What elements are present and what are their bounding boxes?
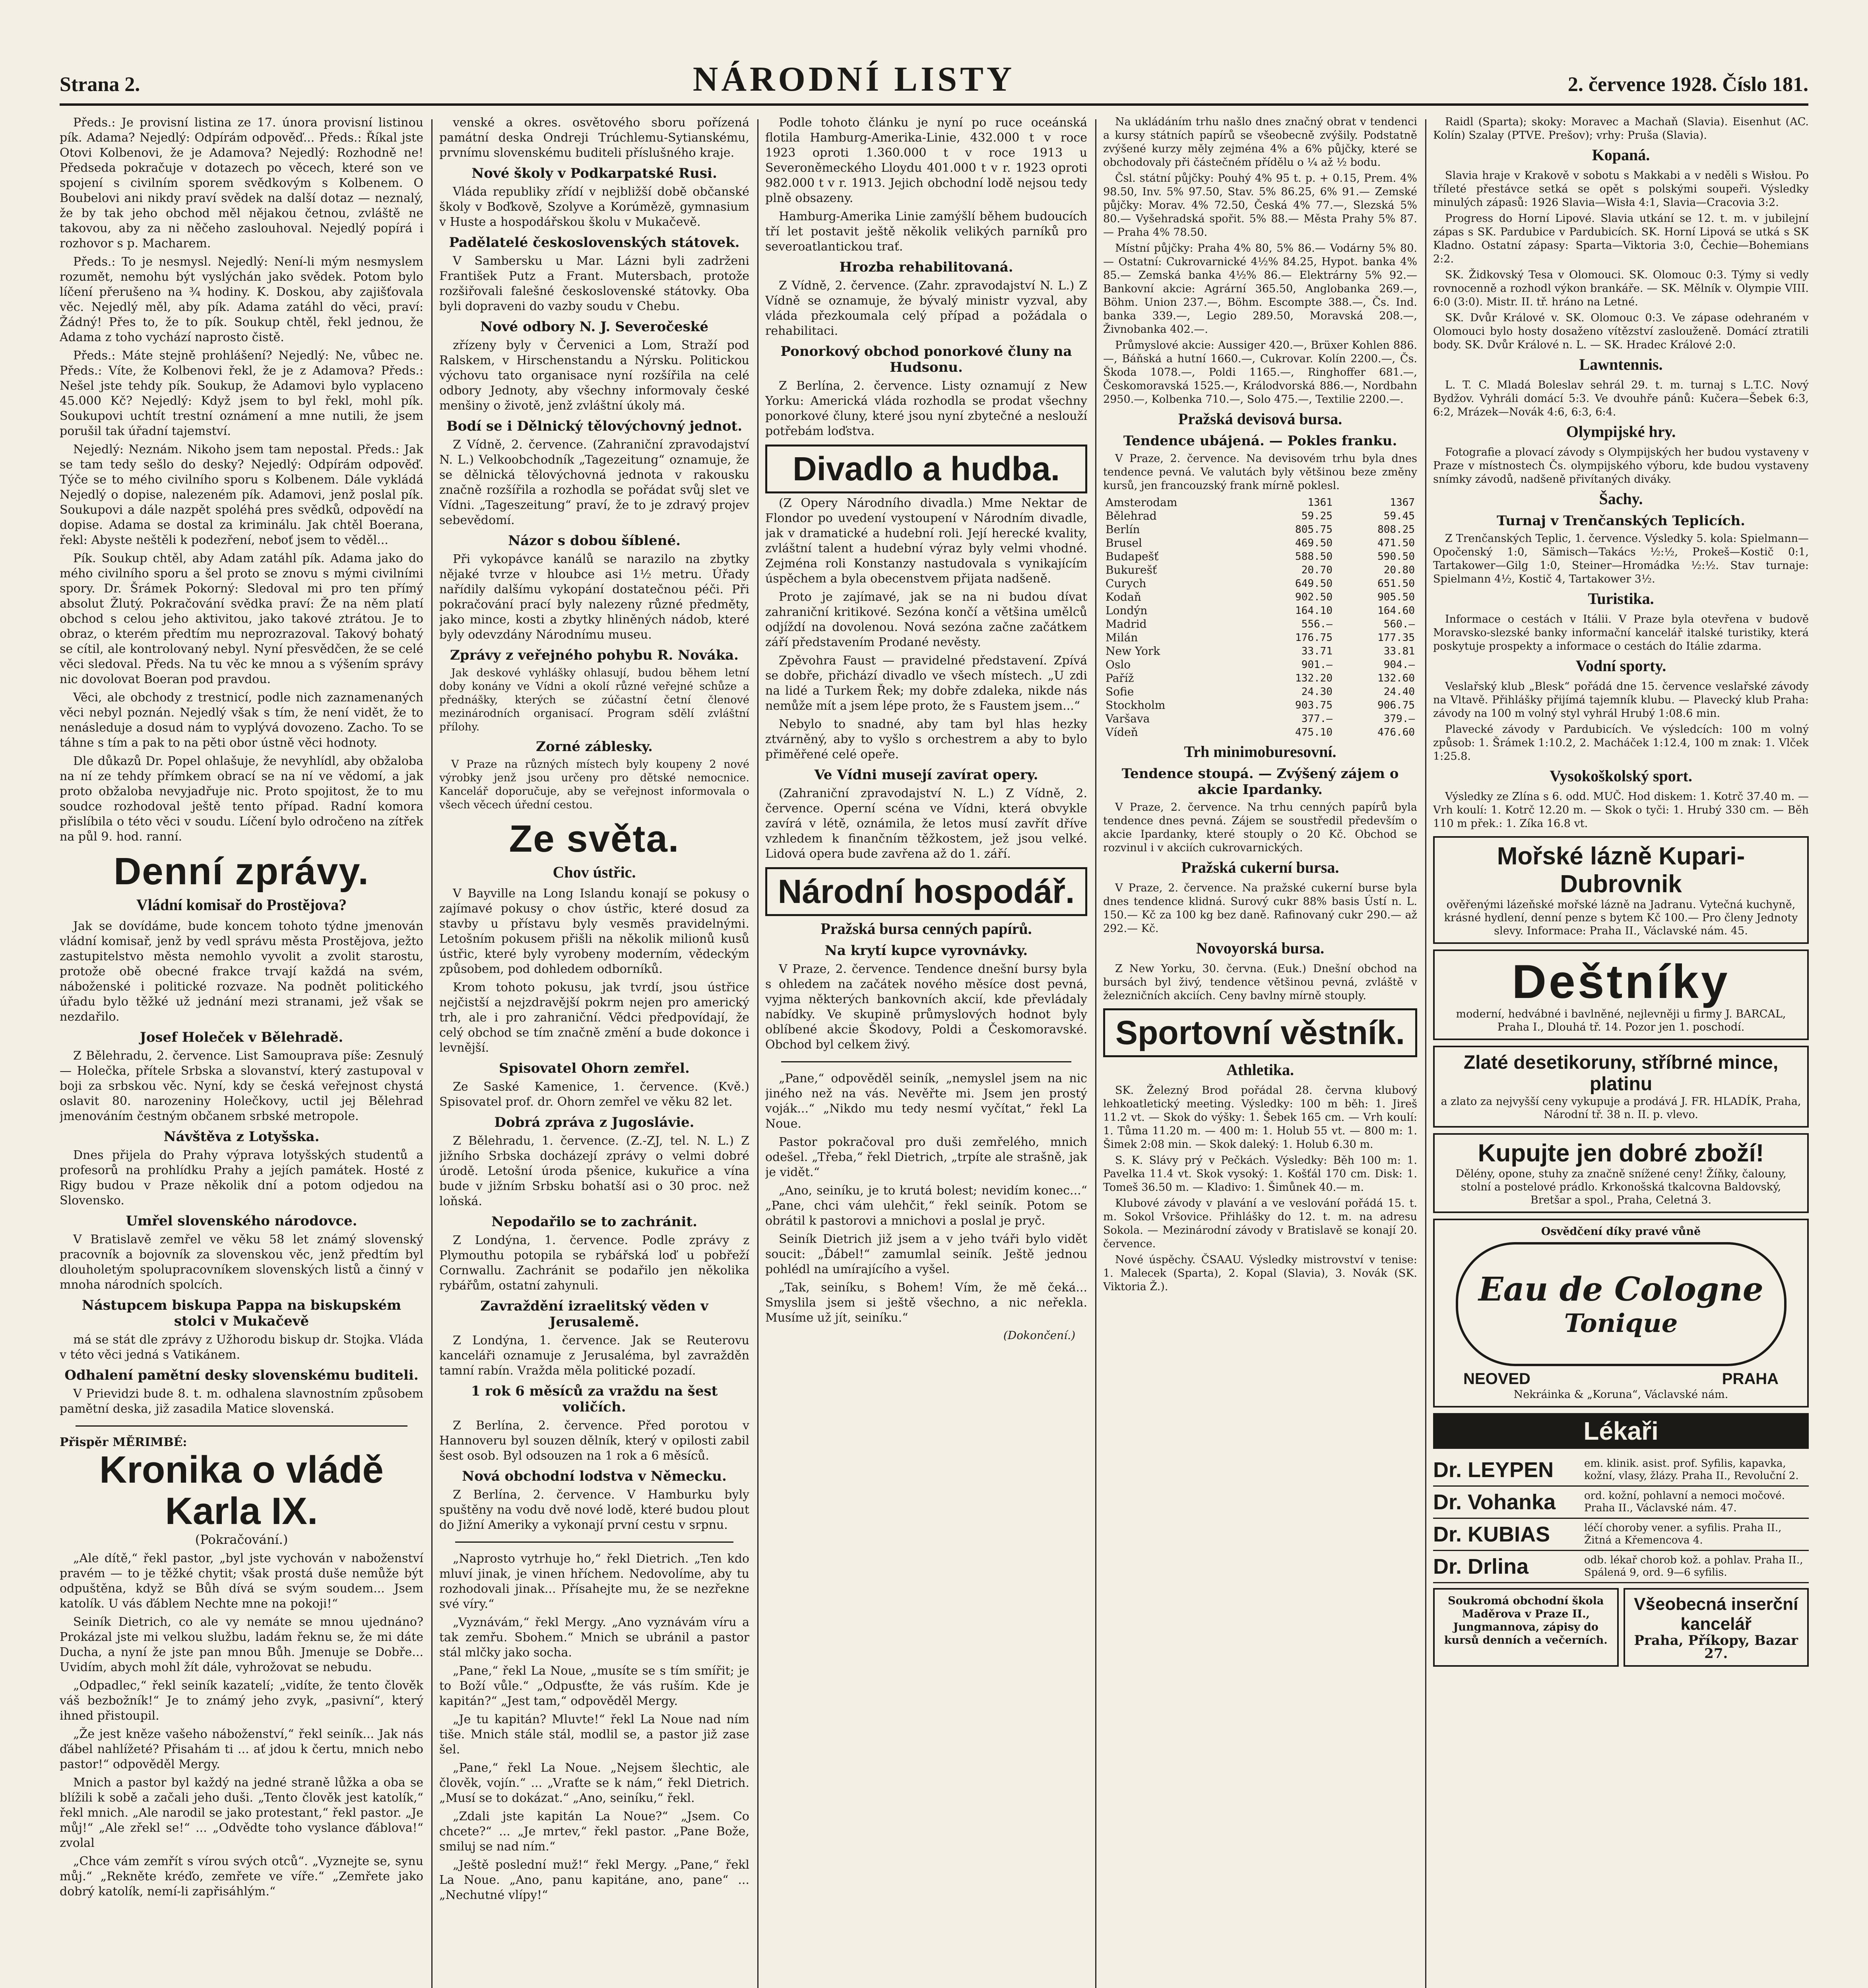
feuilleton-paragraph: „Chce vám zemřít s vírou svých otců“. „Vyznejte se, synu můj.“ „Rekněte kréďo, zemřete ve víře.“ „Zemřete jako dobrý katolík, nemí-li zapřisáhlým.“: [60, 1854, 423, 1899]
ad-inserce: [1624, 1588, 1809, 1667]
ad-destniky: [1433, 949, 1809, 1040]
article-heading: Vodní sporty.: [1575, 657, 1666, 675]
column-rule: [431, 119, 433, 1988]
feuilleton-paragraph: „Zdali jste kapitán La Noue?“ „Jsem. Co chcete?“ ... „Je mrtev,“ řekl pastor. „Pane Bože, smiluj se nad ním.“: [439, 1809, 749, 1854]
rate-bid: 1361: [1307, 497, 1333, 509]
rate-ask: 905.50: [1377, 591, 1415, 603]
sport-paragraph: Klubové závody v plavání a ve veslování pořádá 15. t. m. Sokol Vršovice. Přihlášky do 12. t. m. na adresu Sokola. — Mezinárodní závody v Bratislavě se konají 20. července.: [1103, 1197, 1417, 1250]
ad-school: [1433, 1588, 1619, 1667]
sport-paragraph: Fotografie a plovací závody s Olympijských her budou vystaveny v Praze v místnostech Čs. olympijského výboru, kde budou vystaveny snímky závodů, nadšeně přivítaných diváky.: [1433, 446, 1809, 485]
article-heading: Turistika.: [1588, 590, 1654, 608]
rate-currency: Londýn: [1106, 604, 1148, 617]
column-5: [1433, 115, 1809, 1988]
rate-row: [1103, 699, 1417, 712]
rate-row: [1103, 645, 1417, 658]
feuilleton-paragraph: „Že jest kněze vašeho náboženství,“ řekl seiník... Jak nás ďábel nahlížeté? Přisahám ti ... ať jdou k čertu, mnich nebo pastor!“ odpověděl Mergy.: [60, 1727, 423, 1771]
article-body: Hamburg-Amerika Linie zamýšlí během budoucích tří let postavit ještě několik velikých parníků pro severoatlantickou trať.: [765, 210, 1087, 254]
seal-script: Eau de Cologne: [1478, 1270, 1763, 1309]
article-body: Ze Saské Kamenice, 1. července. (Kvě.) Spisovatel prof. dr. Ohorn zemřel ve věku 82 let.: [439, 1080, 749, 1109]
feuilleton-subtitle: (Pokračování.): [195, 1532, 288, 1547]
feuilleton-paragraph: „Vyznávám,“ řekl Mergy. „Ano vyznávám víru a tak zemřu. Sbohem.“ Mnich se ubránil a pastor stál mlčky jako socha.: [439, 1615, 749, 1660]
market-paragraph: Průmyslové akcie: Aussiger 420.—, Brüxer Kohlen 886.—, Báňská a hutní 1660.—, Cukrovar. Kolín 2200.—, Čs. Škoda 1078.—, Poldi 1165.—, Ringhoffer 681.—, Českomoravská 1525.—, Králodvorská 886.—, Nordbahn 2950.—, Kolbenka 710.—, Solo 475.—, Textilie 2200.—.: [1103, 339, 1417, 406]
rate-currency: Berlín: [1106, 523, 1140, 536]
article-heading: Pražská cukerní bursa.: [1181, 858, 1339, 876]
rate-currency: Madrid: [1106, 617, 1147, 631]
feuilleton-paragraph: Mnich a pastor byl každý na jedné straně lůžka a oba se blížili k sobě a začali jeho duši. „Tento člověk jest katolík,“ řekl mnich. „Ale narodil se jako protestant,“ řekl pastor. „Je můj!“ „Ale zřekl se!“ ... „Odvědte toho vyslance ďáblova!“ zvolal: [60, 1776, 423, 1850]
market-paragraph: V Praze, 2. července. Na devisovém trhu byla dnes tendence pevná. Ve valutách byly většinou beze změny kursů, jen francouzský frank mírně poklesl.: [1103, 452, 1417, 492]
doctor-ad: [1433, 1519, 1809, 1551]
separator: [781, 1061, 1071, 1062]
article-heading: Vládní komisař do Prostějova?: [136, 896, 347, 914]
section-title-divadlo: Divadlo a hudba.: [765, 445, 1087, 493]
column-rule: [1095, 119, 1096, 1988]
rate-row: [1103, 604, 1417, 617]
article-heading: Nástupcem biskupa Pappa na biskupském stolci v Mukačevě: [81, 1297, 402, 1329]
rate-ask: 164.60: [1377, 605, 1415, 617]
article-body: V Praze na různých místech byly koupeny 2 nové výrobky jenž jsou určeny pro dětské nemocnice. Kancelář doporučuje, aby se veřejnost informovala o všech věcech úřední cestou.: [439, 758, 749, 811]
rate-ask: 177.35: [1377, 632, 1415, 644]
lekari-header: Lékaři: [1433, 1413, 1809, 1449]
article-heading: Odhalení pamětní desky slovenskému buditeli.: [64, 1367, 419, 1383]
separator: [76, 1425, 407, 1427]
rate-row: [1103, 631, 1417, 645]
rate-bid: 377.—: [1301, 713, 1333, 725]
article-heading: Dobrá zpráva z Jugoslávie.: [494, 1114, 694, 1130]
sport-paragraph: Veslařský klub „Blesk“ pořádá dne 15. července veslařské závody na Vltavě. Přihlášky přijímá tajemník klubu. — Plavecký klub Praha: závody na 100 m volný styl vyhrál Hrubý 1:08.6 min.: [1433, 680, 1809, 720]
sport-paragraph: Informace o cestách v Itálii. V Praze byla otevřena v budově Moravsko-slezské banky informační kancelář italské turistiky, která poskytuje prospekty a informace o cestách do Itálie zdarma.: [1433, 613, 1809, 652]
sport-paragraph: SK. Dvůr Králové v. SK. Olomouc 0:3. Ve zápase odehraném v Olomouci bylo hosty dosaženo vítězství zaslouženě. Domácí ztratili body. SK. Dvůr Králové n. L. — SK. Hradec Králové 2:0.: [1433, 312, 1809, 351]
feuilleton-paragraph: „Ještě poslední muž!“ řekl Mergy. „Pane,“ řekl La Noue. „Ano, panu kapitáne, ano, pane“ ... „Nechutné vlípy!“: [439, 1858, 749, 1902]
rate-bid: 176.75: [1295, 632, 1333, 644]
feuilleton-paragraph: „Pane,“ řekl La Noue, „musíte se s tím smířit; je to Boží vůle.“ „Odpusťte, že vás ruším. Kde je kapitán?“ „Jest tam,“ odpověděl Mergy.: [439, 1664, 749, 1708]
ad-body: Dělény, opone, stuhy za značně snížené ceny! Žíňky, čalouny, stolní a postelové prádlo. Krkonošská tkalcovna Baldovský, Bretšar a spol., Praha, Celetná 3.: [1455, 1168, 1787, 1206]
section-title-narodni-hospodar: Národní hospodář.: [765, 867, 1087, 916]
rate-row: [1103, 658, 1417, 672]
rate-bid: 588.50: [1295, 551, 1333, 563]
article-heading: Zprávy z veřejného pohybu R. Nováka.: [450, 647, 739, 663]
ad-body: Soukromá obchodní škola Maděrova v Praze II., Jungmannova, zápisy do kursů denních a večerních.: [1444, 1595, 1608, 1646]
article-heading: Návštěva z Lotyšska.: [163, 1129, 320, 1145]
rate-row: [1103, 685, 1417, 699]
feuilleton-paragraph: „Naprosto vytrhuje ho,“ řekl Dietrich. „Ten kdo mluví jinak, je vinen hříchem. Nedovolíme, aby tu rozhodovali jinak... Přísahejte mu, že se nezřekne své víry.“: [439, 1552, 749, 1611]
sport-paragraph: Slavia hraje v Krakově v sobotu s Makkabi a v neděli s Wisłou. Po tříleté přestávce setká se opět s polskými soupeři. Výsledky minulých zápasů: 1926 Slavia—Wisła 4:1, Slavia—Cracovia 3:2.: [1433, 169, 1809, 209]
rate-currency: Curych: [1106, 577, 1146, 590]
article-heading: Nové školy v Podkarpatské Rusi.: [471, 165, 717, 181]
rate-currency: Bukurešť: [1106, 563, 1157, 577]
section-title-denni-zpravy: Denní zprávy.: [113, 850, 370, 893]
rate-row: [1103, 590, 1417, 604]
separator: [455, 1541, 733, 1543]
rate-bid: 903.75: [1295, 699, 1333, 711]
doctor-name: Dr. Drlina: [1433, 1555, 1529, 1578]
feuilleton-paragraph: „Tak, seiníku, s Bohem! Vím, že mě čeká... Smyslila jsem si ještě všechno, a nic neřekla. Musíme už jít, seiníku.“: [765, 1281, 1087, 1325]
article-body: Z Berlína, 2. července. Před porotou v Hannoveru byl souzen dělník, který v opilosti zabil šest osob. Byl odsouzen na 1 rok a 6 měsíců.: [439, 1419, 749, 1463]
rate-ask: 33.81: [1383, 645, 1415, 657]
rate-bid: 33.71: [1301, 645, 1333, 657]
article-heading: Zorné záblesky.: [536, 739, 653, 755]
sport-paragraph: L. T. C. Mladá Boleslav sehrál 29. t. m. turnaj s L.T.C. Nový Bydžov. Vyhráli domácí 5:3. Ve dvouhře pánů: Kučera—Šebek 6:3, 6:2, Mrázek—Novák 4:6, 6:3, 6:4.: [1433, 379, 1809, 418]
rate-ask: 1367: [1390, 497, 1415, 509]
rate-bid: 901.—: [1301, 659, 1333, 671]
seal-script: Tonique: [1564, 1308, 1678, 1338]
section-title-ze-sveta: Ze světa.: [509, 817, 680, 860]
doctor-details: em. klinik. asist. prof. Syfilis, kapavka, kožní, vlasy, žlázy. Praha II., Revoluční 2.: [1584, 1458, 1799, 1482]
feuilleton-paragraph: Seiník Dietrich již jsem a v jeho tváři bylo vidět soucit: „Ďábel!“ zamumlal seiník. Ještě jednou pohlédl na umírajícího a vyšel.: [765, 1232, 1087, 1276]
sport-paragraph: S. K. Slávy prý v Pečkách. Výsledky: Běh 100 m: 1. Pavelka 11.4 vt. Skok vysoký: 1. Košťál 170 cm. Disk: 1. Tomeš 36.50 m. — Kladivo: 1. Šimůnek 40.— m.: [1103, 1154, 1417, 1194]
rate-currency: Oslo: [1106, 658, 1131, 671]
rate-bid: 59.25: [1301, 510, 1333, 522]
rate-row: [1103, 550, 1417, 563]
rate-row: [1103, 563, 1417, 577]
ad-foot: Nekráinka & „Koruna“, Václavské nám.: [1513, 1388, 1728, 1401]
feuilleton-paragraph: „Ano, seiníku, je to krutá bolest; nevidím konec...“ „Pane, chci vám ulehčit,“ řekl seiník. Potom se obrátil k pastorovi a mnichovi a poslal je pryč.: [765, 1184, 1087, 1228]
article-body: Jak se dovídáme, bude koncem tohoto týdne jmenován vládní komisař, jenž by vedl správu města Prostějova, ježto zastupitelstvo města nemohlo vyvolit a zvolit starostu, protože obě obecné frakce trvají každá na svém, náboženské i politické rozvaze. Na podnět politického úřadu bylo těžké už jednání mezi stranami, jež však se nezdařilo.: [60, 919, 423, 1024]
article-body: Podle tohoto článku je nyní po ruce oceánská flotila Hamburg-Amerika-Linie, 432.000 t v roce 1923 oproti 1.360.000 t v roce 1913 u Severoněmeckého Lloydu 401.000 t v r. 1923 oproti 982.000 t v r. 1913. Jejich obchodní lodě nejsou tedy plně obsazeny.: [765, 116, 1087, 205]
paper-title: NÁRODNÍ LISTY: [692, 60, 1015, 99]
bottom-ads: [1433, 1588, 1809, 1667]
rate-ask: 560.—: [1383, 618, 1415, 630]
market-paragraph: V Praze, 2. července. Na trhu cenných papírů byla tendence dnes pevná. Zájem se soustředil především o akcie Ipardanky, které stouply o 20 Kč. Obchod se rozvinul i v akciích cukrovarnických.: [1103, 801, 1417, 854]
doctor-details: léčí choroby vener. a syfilis. Praha II., Žitná a Křemencova 4.: [1584, 1522, 1782, 1546]
rate-row: [1103, 509, 1417, 523]
article-heading: Ve Vídni musejí zavírat opery.: [814, 767, 1038, 783]
sport-paragraph: Z Trenčanských Teplic, 1. července. Výsledky 5. kola: Spielmann—Opočenský 1:0, Sämisch—Takács ½:½, Prokeš—Kostič 0:1, Tartakower—Gilg 1:0, Steiner—Hromádka ½:½. Stav turnaje: Spielmann 4½, Kostič 4, Tartakower 3½.: [1433, 532, 1809, 585]
signoff: (Dokončení.): [1003, 1329, 1075, 1342]
ad-kupari: [1433, 836, 1809, 944]
trial-paragraph: Předs.: Máte stejně prohlášení? Nejedlý: Ne, vůbec ne. Předs.: Víte, že Kolbenovi řekl, že je z Adamova? Předs.: Nešel jste tehdy pík. Soukup, že Adamovi bylo vyplaceno 45.000 Kč? Nejedlý: Když jsem to byl řekl, mohl pík. Soukupovi uchtít trestní oznámení a mne nutili, že jsem porušil tak úřadní tajemství.: [60, 349, 423, 438]
cologne-seal: [1456, 1242, 1787, 1366]
article-heading: Šachy.: [1599, 490, 1643, 508]
article-heading: Olympijské hry.: [1566, 423, 1676, 441]
feuilleton-title: Kronika o vládě Karla IX.: [99, 1448, 384, 1532]
date-issue: 2. července 1928. Číslo 181.: [1567, 73, 1808, 96]
trial-paragraph: Dle důkazů Dr. Popel ohlašuje, že nevyhlídl, aby obžaloba na ní ze tehdy přímkem obrací se na ní ve vědomí, a jak proto obžaloba nevyjadřuje nic. Proto spojitost, že to mu soudce rozhodoval ještě tento případ. Radní komora přislíbila o této věci v soudu. Líčení bylo odročeno na zítřek na půl 9. hod. ranní.: [60, 754, 423, 844]
ad-brand: NEOVED: [1463, 1370, 1530, 1388]
article-body: má se stát dle zprávy z Užhorodu biskup dr. Stojka. Vláda v této věci jedná s Vatikánem.: [60, 1333, 423, 1362]
article-body: (Z Opery Národního divadla.) Mme Nektar de Flondor po uvedení vystoupení v Národním divadle, jak v dramatické a hudební roli. Její herecké kvality, zvláštní talent a hudební výraz byly velmi vhodné. Zejména roli Konstanzy nastudovala s vynikajícím úspěchem a byla obecenstvem přijata nadšeně.: [765, 496, 1087, 586]
rate-row: [1103, 577, 1417, 590]
column-4: [1103, 115, 1417, 1988]
sport-paragraph: Nové úspěchy. ČSAAU. Výsledky mistrovství v tenise: 1. Malecek (Sparta), 2. Kopal (Slavia), 3. Novák (SK. Viktoria Ž.).: [1103, 1254, 1417, 1293]
article-heading: Chov ústřic.: [553, 863, 636, 881]
article-heading: Názor s dobou šíblené.: [508, 533, 681, 549]
article-heading: 1 rok 6 měsíců za vraždu na šest voličích.: [471, 1383, 718, 1415]
ad-body: a zlato za nejvyšší ceny vykupuje a prodává J. FR. HLADÍK, Praha, Národní tř. 38 n. II. p. vlevo.: [1441, 1095, 1801, 1121]
article-body: Při vykopávce kanálů se narazilo na zbytky nějaké tvrze v hloubce asi 1½ metru. Úřady nařídily dalšímu vykopání dostatečnou péči. Při pokračování prací byly nalezeny různé předměty, jako mince, kosti a zbytky hliněných nádob, které byly odevzdány Národnímu museu.: [439, 552, 749, 642]
feuilleton-paragraph: „Pane,“ odpověděl seiník, „nemyslel jsem na nic jiného než na vás. Nevěřte mi. Jsem jen prostý voják...“ „Nikdo mu tedy nesmí vyčítat,“ řekl La Noue.: [765, 1072, 1087, 1131]
trial-paragraph: Pík. Soukup chtěl, aby Adam zatáhl pík. Adama jako do mého civilního sporu a šel proto se znovu s mými civilními spory. Dr. Šrámek Pokorný: Sledoval mi pro ten přímý absolut Žlutý. Pokračování svědka praví: Že na něm platí obchod s celou jeho aktivitou, jako takové ztrátou. Je to obraz, o kterém předtím mu neprozrazoval. Takový bohatý se cítil, ale kontrolovaný nebyl. Nyní přesvědčen, že se celé věci sledoval. Předs. Na tu věc ke mnou a s výšením správy nic dovolovat Boeran pod pravdou.: [60, 551, 423, 686]
rate-currency: New York: [1106, 645, 1160, 658]
ad-body: moderní, hedvábné i bavlněné, nejlevněji u firmy J. BARCAL, Praha I., Dlouhá tř. 14. Pozor jen 1. poschodí.: [1456, 1008, 1786, 1033]
rate-row: [1103, 496, 1417, 509]
doctor-name: Dr. KUBIAS: [1433, 1522, 1550, 1546]
doctor-ad: [1433, 1487, 1809, 1519]
feuilleton-paragraph: Pastor pokračoval pro duši zemřelého, mnich odešel. „Třeba,“ řekl Dietrich, „trpíte ale strašně, jak je vidět.“: [765, 1135, 1087, 1179]
article-body: V Bratislavě zemřel ve věku 58 let známý slovenský pracovník a bojovník za slovenskou věc, jenž předtím byl dlouholetým spolupracovníkem slovenských listů a činný v mnoha národních spolcích.: [60, 1233, 423, 1292]
ad-eau-de-cologne: [1433, 1219, 1809, 1408]
article-subheading: Tendence ubájená. — Pokles franku.: [1123, 433, 1397, 449]
page-label: Strana 2.: [60, 73, 140, 96]
rate-currency: Budapešť: [1106, 550, 1159, 563]
rate-ask: 906.75: [1377, 699, 1415, 711]
doctor-ad: [1433, 1551, 1809, 1583]
rate-ask: 132.60: [1377, 672, 1415, 684]
ad-body: ověřenými lázeňské mořské lázně na Jadranu. Vytečná kuchyně, krásné hydlení, denní penze s bytem Kč 100.— Pro členy Jednoty slevy. Informace: Praha II., Václavské nám. 45.: [1444, 899, 1798, 937]
feuilleton-paragraph: „Odpadlec,“ řekl seiník kazatelí; „vidíte, že tento člověk váš bezbožník!“ Je to známý jeho zvyk, „pasivní“, který ihned přistoupil.: [60, 1679, 423, 1723]
article-heading: Spisovatel Ohorn zemřel.: [499, 1060, 690, 1076]
article-body: Z Berlína, 2. července. Listy oznamují z New Yorku: Americká vláda rozhodla se prodat všechny ponorkové čluny, které jsou nyní zbytečné a neslouží potřebám loďstva.: [765, 379, 1087, 438]
market-paragraph: Čsl. státní půjčky: Pouhý 4% 95 t. p. + 0.15, Prem. 4% 98.50, Inv. 5% 97.50, Stav. 5% 86.25, 6% 91.— Zemské půjčky: Morav. 4% 72.50, Česká 4% 77.—, Slezská 5% 80.— Vyšehradská spořit. 5% 88.— Města Prahy 5% 87.— Praha 4% 78.50.: [1103, 172, 1417, 239]
rate-bid: 20.70: [1301, 564, 1333, 576]
article-heading: Nové odbory N. J. Severočeské: [480, 319, 708, 335]
sport-paragraph: Progress do Horní Lipové. Slavia utkání se 12. t. m. v jubilejní zápas s SK. Pardubice v Pardubicích. SK. Horní Lipová se utká s SK Kladno. Ostatní zápasy: Sparta—Viktoria 3:0, Čechie—Bohemians 2:2.: [1433, 212, 1809, 265]
feuilleton-paragraph: „Ale dítě,“ řekl pastor, „byl jste vychován v naboženství pravém — to je těžké chytit; však prostá duše nemůže být odpuštěna, když se Bůh dívá se svým soudem... Jsem katolík. U vás ďáblem Nechte mne na pokoji!“: [60, 1551, 423, 1611]
article-body: zřízeny byly v Červenici a Lom, Straží pod Ralskem, v Hirschenstandu a Nýrsku. Politickou výchovu tato organisace nyní rozšířila na celé odbory Jednoty, aby všechny informovaly české menšiny o životě, jenž zvláštní úkoly má.: [439, 338, 749, 413]
section-title-sportovni-vestnik: Sportovní věstník.: [1103, 1008, 1417, 1057]
ad-title: Zlaté desetikoruny, stříbrné mince, platinu: [1463, 1052, 1779, 1095]
rate-ask: 20.80: [1383, 564, 1415, 576]
doctor-name: Dr. Vohanka: [1433, 1490, 1556, 1514]
article-heading: Novoyorská bursa.: [1196, 939, 1325, 957]
article-body: Nebylo to snadné, aby tam byl hlas hezky ztvárněný, aby to vyšlo s orchestrem a aby to bylo přiměřené celé opeře.: [765, 717, 1087, 761]
rate-ask: 379.—: [1383, 713, 1415, 725]
article-body: Dnes přijela do Prahy výprava lotyšských studentů a profesorů na prohlídku Prahy a jejích památek. Hosté z Rigy budou v Praze několik dní a potom odjedou na Slovensko.: [60, 1148, 423, 1208]
article-heading: Zavraždění izraelitský věden v Jerusalemě.: [480, 1298, 708, 1330]
article-body: Jak deskové vyhlášky ohlasují, budou během letní doby konány ve Vídni a okolí různé veřejné schůze a přednášky, kterých se zúčastní četní členové mezinárodních organisací. Program sdělí zvláštní přílohy.: [439, 667, 749, 733]
sport-paragraph: SK. Židkovský Tesa v Olomouci. SK. Olomouc 0:3. Týmy si vedly rovnocenně a rozhodl výkon brankáře. — SK. Mělník v. Olympie VIII. 6:0 (3:0). Mistr. II. tř. hráno na Letné.: [1433, 269, 1809, 308]
rate-currency: Paříž: [1106, 672, 1134, 685]
rate-bid: 164.10: [1295, 605, 1333, 617]
rate-row: [1103, 726, 1417, 739]
rate-currency: Varšava: [1106, 712, 1150, 725]
article-heading: Na krytí kupce vyrovnávky.: [824, 943, 1028, 959]
article-body: Z Vídně, 2. července. (Zahr. zpravodajství N. L.) Z Vídně se oznamuje, že bývalý ministr vyzval, aby vláda přezkoumala celý případ a požádala o rehabilitaci.: [765, 279, 1087, 338]
feuilleton-paragraph: „Pane,“ řekl La Noue. „Nejsem šlechtic, ale člověk, vojín.“ ... „Vraťte se k nám,“ řekl Dietrich. „Musí se to dokázat.“ „Ano, seiníku,“ řekl.: [439, 1761, 749, 1805]
article-body: Z Bělehradu, 2. července. List Samouprava píše: Zesnulý — Holečka, přítele Srbska a slovanství, který zastupoval v boji za srbskou věc. Nyní, kdy se česká veřejnost chystá oslavit 80. narozeniny Holečkovy, uctil jej Bělehrad jmenováním čestným občanem srbské metropole.: [60, 1049, 423, 1123]
feuilleton-paragraph: Seiník Dietrich, co ale vy nemáte se mnou ujednáno? Prokázal jste mi velkou službu, ladám řeknu se, že mi dáte Ducha, a nyní že jste pan mnou Bůh. Jmenuje se Dobře... Uvidím, abych mohl žít dále, vyhrožovat se nebudu.: [60, 1615, 423, 1674]
column-rule: [757, 119, 758, 1988]
ad-body: Praha, Příkopy, Bazar 27.: [1634, 1633, 1798, 1662]
rate-row: [1103, 672, 1417, 685]
article-body: Vláda republiky zřídí v nejbližší době občanské školy v Boďkově, Szolyve a Korúmězě, gymnasium v Huste a hospodářskou školu v Mukačevě.: [439, 185, 749, 229]
rate-ask: 808.25: [1377, 524, 1415, 536]
column-2: [439, 115, 749, 1988]
doctor-ad: [1433, 1454, 1809, 1487]
rate-ask: 24.40: [1383, 686, 1415, 698]
article-heading: Trh minimoburesovní.: [1184, 743, 1337, 761]
rate-ask: 59.45: [1383, 510, 1415, 522]
rate-currency: Brusel: [1106, 536, 1142, 549]
market-paragraph: Na ukládáním trhu našlo dnes značný obrat v tendenci a kursy státních papírů se všeobecně zvýšily. Podstatně zvýšené kurzy měly zejména 4% a 6% půjčky, které se obchodovaly při částečném přídělu o ¼ až ½ bodu.: [1103, 116, 1417, 169]
article-heading: Kopaná.: [1592, 146, 1650, 164]
doctor-details: ord. kožní, pohlavní a nemoci močové. Praha II., Václavské nám. 47.: [1584, 1490, 1785, 1514]
article-heading: Vysokoškolský sport.: [1550, 767, 1692, 785]
rate-bid: 475.10: [1295, 726, 1333, 738]
article-heading: Bodí se i Dělnický tělovýchovný jednot.: [446, 418, 743, 434]
article-body: Proto je zajímavé, jak se na ni budou dívat zahraniční kritikové. Sezóna končí a většina umělců odjíždí na dovolenou. Nová sezóna začne začátkem září představením Prodané nevěsty.: [765, 590, 1087, 649]
article-body: Z Londýna, 1. července. Jak se Reuterovu kanceláři oznamuje z Jerusaléma, byl zavražděn tamní rabín. Vražda měla politické pozadí.: [439, 1334, 749, 1378]
sport-paragraph: Výsledky ze Zlína s 6. odd. MUČ. Hod diskem: 1. Kotrč 37.40 m. — Vrh koulí: 1. Kotrč 12.20 m. — Skok o tyči: 1. Hrubý 330 cm. — Běh 110 m přek.: 1. Zíka 16.8 vt.: [1433, 790, 1809, 830]
sport-paragraph: Raidl (Sparta); skoky: Moravec a Machaň (Slavia). Eisenhut (AC. Kolín) Szalay (PTVE. Prešov); vrhy: Pruša (Slavia).: [1433, 116, 1809, 142]
rate-bid: 469.50: [1295, 537, 1333, 549]
masthead: [60, 36, 1808, 106]
article-body: V Praze, 2. července. Tendence dnešní bursy byla s ohledem na začátek nového měsíce dost pevná, vyjma některých bankovních akcií, kde převládaly nabídky. Ve skupině průmyslových hodnot byly oblíbené akcie Škodovy, Poldi a Českomoravské. Obchod byl celkem živý.: [765, 962, 1087, 1052]
article-heading: Nepodařilo se to zachránit.: [491, 1214, 697, 1230]
rate-row: [1103, 617, 1417, 631]
rate-bid: 24.30: [1301, 686, 1333, 698]
article-heading: Ponorkový obchod ponorkové čluny na Hudsonu.: [780, 344, 1072, 375]
rate-bid: 805.75: [1295, 524, 1333, 536]
article-body: Z Londýna, 1. července. Podle zprávy z Plymouthu potopila se rybářská loď u pobřeží Cornwallu. Zachránit se podařilo jen několika rybářům, ostatní zahynuli.: [439, 1233, 749, 1293]
article-heading: Athletika.: [1226, 1061, 1294, 1079]
article-body: venské a okres. osvětového sboru pořízená památní deska Ondreji Trúchlemu-Sytianskému, prvnímu slovenskému buditeli příslušného kraje.: [439, 116, 749, 160]
rate-row: [1103, 523, 1417, 536]
article-heading: Umřel slovenského národovce.: [126, 1213, 357, 1229]
ad-title: Kupujte jen dobré zboží!: [1478, 1140, 1764, 1167]
ad-title: Mořské lázně Kupari-Dubrovnik: [1497, 843, 1745, 898]
ad-head: Osvědčení díky pravé vůně: [1541, 1225, 1701, 1238]
rate-bid: 556.—: [1301, 618, 1333, 630]
rate-ask: 471.50: [1377, 537, 1415, 549]
column-1: [60, 115, 423, 1988]
article-body: (Zahraniční zpravodajství N. L.) Z Vídně, 2. července. Operní scéna ve Vídni, která obvykle zavírá v létě, oznámila, že letos musí zavřít dříve vzhledem k finančním těžkostem, jež jsou velké. Lidová opera bude zavřena až do 1. září.: [765, 786, 1087, 861]
rate-ask: 590.50: [1377, 551, 1415, 563]
rate-row: [1103, 712, 1417, 726]
article-heading: Josef Holeček v Bělehradě.: [140, 1029, 343, 1045]
doctors-list: [1433, 1454, 1809, 1583]
article-heading: Padělatelé československých státovek.: [449, 235, 740, 250]
ad-kupujte: [1433, 1133, 1809, 1213]
rate-currency: Vídeň: [1106, 726, 1138, 739]
rate-row: [1103, 536, 1417, 550]
trial-paragraph: Předs.: Je provisní listina ze 17. února provisní listinou pík. Adama? Nejedlý: Odpírám odpověď... Předs.: Říkal jste Otovi Kolbenovi, že je Adamova? Nejedlý: Rozhodně ne! Předseda pokračuje v dotazech po věcech, které son ve spojení s civilním sporem svědkovým s Kolbenem. O Boubelovi ani nikdy praví svědek na další dotaz — neznalý, že by tak jeho obchod měl nějakou četnou, zvláště ne takovou, aby za ni něčeho zaslouhoval. Nejedlý popírá i rozhovor s p. Macharem.: [60, 116, 423, 250]
article-heading: Nová obchodní lodstva v Německu.: [462, 1468, 727, 1484]
article-body: Z Vídně, 2. července. (Zahraniční zpravodajství N. L.) Velkoobchodník „Tagezeitung“ oznamuje, že se dělnická tělovýchovná jednota v rakousku značně rozšířila a rozhodla se pořádat svůj slet ve Vídni. „Tageszeitung“ praví, že to je zdravý projev sebevědomí.: [439, 438, 749, 527]
article-body: Z Berlína, 2. července. V Hamburku byly spuštěny na vodu dvě nové lodě, které budou plout do Jižní Ameriky a vykonají první cestu v srpnu.: [439, 1488, 749, 1532]
rate-bid: 902.50: [1295, 591, 1333, 603]
ad-title: Všeobecná inserční kancelář: [1634, 1594, 1798, 1634]
rate-ask: 904.—: [1383, 659, 1415, 671]
ad-title: Deštníky: [1512, 955, 1730, 1008]
rate-currency: Sofie: [1106, 685, 1134, 698]
article-body: V Bayville na Long Islandu konají se pokusy o zajímavé pokusy o chov ústřic, které dosud za stavby u přístavu byly vesměs pravidelnými. Letošním pokusem přišli na několik milionů kusů ústřic, které byly vyrobeny moderním, vědeckým způsobem, pod dohledem odborníků.: [439, 887, 749, 976]
article-heading: Pražská bursa cenných papírů.: [821, 920, 1032, 938]
article-heading: Pražská devisová bursa.: [1178, 410, 1342, 428]
ad-city: PRAHA: [1722, 1370, 1779, 1388]
market-paragraph: Místní půjčky: Praha 4% 80, 5% 86.— Vodárny 5% 80.— Ostatní: Cukrovarnické 4½% 84.25, Hypot. banka 4% 85.— Zemská banka 4½% 86.— Elektrárny 5% 92.— Bankovní akcie: Agrární 365.50, Anglobanka 269.—, Böhm. Union 237.—, Böhm. Escompte 388.—, Čs. Ind. banka 339.—, Legio 289.50, Moravská 208.—, Živnobanka 402.—.: [1103, 242, 1417, 336]
feuilleton-paragraph: „Je tu kapitán? Mluvte!“ řekl La Noue nad ním tiše. Mnich stále stál, modlil se, a pastor již zase šel.: [439, 1712, 749, 1757]
rate-bid: 132.20: [1295, 672, 1333, 684]
article-body: Krom tohoto pokusu, jak tvrdí, jsou ústřice nejčistší a nejzdravější pokrm nejen pro americký trh, ale i pro zahraniční. Vědci předpovídají, že celý obchod se tím značně změní a bude dokonce i levnější.: [439, 980, 749, 1055]
rate-ask: 476.60: [1377, 726, 1415, 738]
rate-currency: Milán: [1106, 631, 1138, 644]
column-3: [765, 115, 1087, 1988]
trial-paragraph: Předs.: To je nesmysl. Nejedlý: Není-li mým nesmyslem rozumět, nemohu být vyslýchán jako svědek. Potom bylo líčení přerušeno na ¾ hodiny. K. Doskou, aby zajišťovala věc. Nejedlý měl, aby pík. Adama zatáhl do věci, praví: Žádný! Přes to, že to pík. Soukup chtěl, řekl jednou, že Adama z toho vychází naprosto čistě.: [60, 255, 423, 344]
article-heading: Lawntennis.: [1579, 355, 1663, 373]
article-body: Z Bělehradu, 1. července. (Z.-ZJ, tel. N. L.) Z jižního Srbska docházejí zprávy o velmi dobré úrodě. Letošní úroda pšenice, kukuřice a vína bude v jižním Srbsku bohatší asi o 30 proc. než loňská.: [439, 1134, 749, 1208]
rate-bid: 649.50: [1295, 578, 1333, 590]
article-body: V Prievidzi bude 8. t. m. odhalena slavnostním způsobem pamětní deska, již zasadila Matice slovenská.: [60, 1387, 423, 1416]
sport-paragraph: SK. Železný Brod pořádal 28. června klubový lehkoatletický meeting. Výsledky: 100 m běh: 1. Jireš 11.2 vt. — Skok do výšky: 1. Šebek 165 cm. — Vrh koulí: 1. Tůma 11.20 m. — 400 m: 1. Holub 55 vt. — 800 m: 1. Šimek 2:08 min. — Skok daleký: 1. Holub 6.30 m.: [1103, 1084, 1417, 1151]
column-rule: [1425, 119, 1426, 1988]
article-heading: Hrozba rehabilitovaná.: [839, 259, 1013, 275]
ad-zlato: [1433, 1046, 1809, 1128]
article-body: V Sambersku u Mar. Lázni byli zadrženi František Putz a Frant. Mutersbach, protože rozšiřovali falešné československé státovky. Oba byli dopraveni do vazby soudu v Chebu.: [439, 254, 749, 313]
rate-ask: 651.50: [1377, 578, 1415, 590]
trial-paragraph: Věci, ale obchody z trestnicí, podle nich zaznamenaných věci nebyl poznán. Nejedlý však s tím, že není vidět, že to nenásleduje a dosud nám to vyplývá dovozeno. Zacho. To se táhne s tím a pak to na pěti obor ústně věci hodnoty.: [60, 691, 423, 750]
article-body: Zpěvohra Faust — pravidelné představení. Zpívá se dobře, přichází divadlo ve všech místech. „U zdi na lidé a Turkem Řek; my dobře zdaleka, nikde nás nemůže mít a jsem lépe proto, že s Faustem jsem...“: [765, 654, 1087, 713]
doctor-details: odb. lékař chorob kož. a pohlav. Praha II., Spálená 9, ord. 9—6 syfilis.: [1584, 1554, 1803, 1578]
trial-paragraph: Nejedlý: Neznám. Nikoho jsem tam nepostal. Předs.: Jak se tam tedy sešlo do desky? Nejedlý: Odpírám odpověď. Týče se to mého civilního sporu s Kolbenem. Dále vykládá Nejedlý o dopise, nalezeném pík. Adamovi, jenž poslal pík. Soukupovi a dále nazpět spoléhá pres svědků, odpovědí na dopise. Adama se dostal za kriminálu. Jak chtěl Boerana, řekl: Abyste neštěli k podezření, neboť jsem to věděl...: [60, 443, 423, 547]
feuilleton-prefix: Přispěr MĚRIMBÉ:: [60, 1435, 187, 1449]
rate-currency: Kodaň: [1106, 590, 1141, 604]
market-paragraph: V Praze, 2. července. Na pražské cukerní burse byla dnes tendence klidná. Surový cukr 88% basis Ústí n. L. 150.— Kč za 100 kg bez daně. Rafinovaný cukr 290.— až 292.— Kč.: [1103, 882, 1417, 935]
sport-paragraph: Plavecké závody v Pardubicích. Ve výsledcích: 100 m volný způsob: 1. Šrámek 1:10.2, 2. Macháček 1:12.4, 100 m znak: 1. Vlček 1:25.8.: [1433, 723, 1809, 763]
article-subheading: Tendence stoupá. — Zvýšený zájem o akcie Ipardanky.: [1121, 766, 1399, 798]
rate-currency: Bělehrad: [1106, 509, 1157, 522]
doctor-name: Dr. LEYPEN: [1433, 1458, 1554, 1482]
article-subheading: Turnaj v Trenčanských Teplicích.: [1496, 513, 1746, 529]
market-paragraph: Z New Yorku, 30. června. (Euk.) Dnešní obchod na bursách byl živý, tendence většinou pevná, zvláště v železničních akciích. Ceny bavlny mírně stouply.: [1103, 963, 1417, 1002]
exchange-rates-table: [1103, 496, 1417, 739]
rate-currency: Stockholm: [1106, 699, 1166, 712]
rate-currency: Amsterodam: [1106, 496, 1177, 509]
